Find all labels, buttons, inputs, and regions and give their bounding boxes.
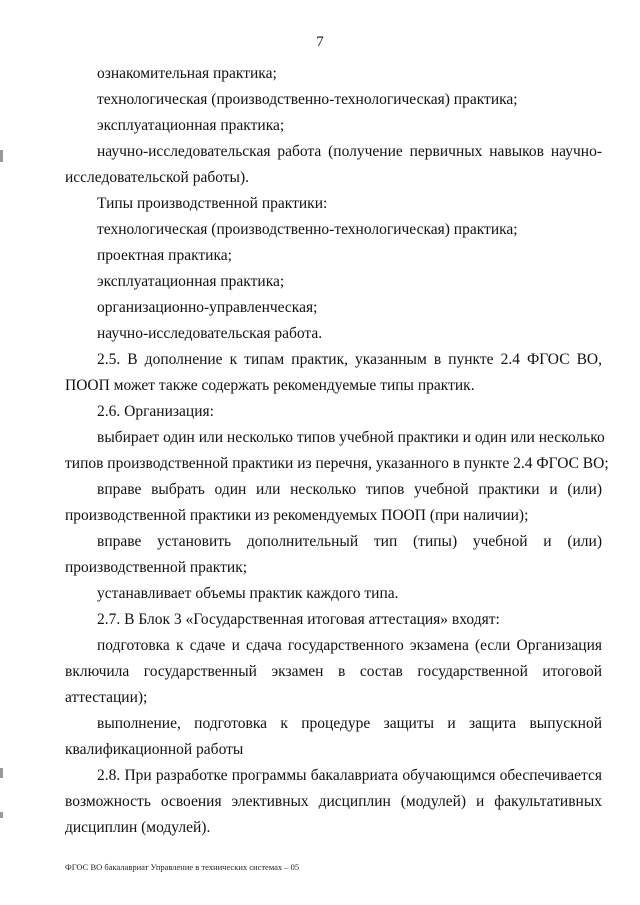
- document-footer: ФГОС ВО бакалавриат Управление в технических системах – 05: [65, 862, 300, 872]
- text-line: 2.7. В Блок 3 «Государственная итоговая аттестация» входят:: [97, 611, 500, 628]
- text-line: проектная практика;: [97, 247, 232, 264]
- text-line: подготовка к сдаче и сдача государственного экзамена (если Организация: [97, 637, 602, 654]
- text-line: ПООП может также содержать рекомендуемые типы практик.: [65, 377, 475, 394]
- scan-artifact: [0, 812, 3, 818]
- text-line: 2.5. В дополнение к типам практик, указанным в пункте 2.4 ФГОС ВО,: [97, 351, 602, 368]
- text-line: 2.8. При разработке программы бакалавриата обучающимся обеспечивается: [97, 767, 602, 784]
- text-line: научно-исследовательская работа (получение первичных навыков научно-: [97, 143, 602, 160]
- text-line: выбирает один или несколько типов учебной практики и один или несколько: [97, 429, 605, 446]
- text-line: производственной практики из рекомендуемых ПООП (при наличии);: [65, 507, 529, 524]
- text-line: производственной практик;: [65, 559, 248, 576]
- text-line: квалификационной работы: [65, 741, 244, 758]
- text-line: технологическая (производственно-технологическая) практика;: [97, 221, 518, 238]
- text-line: исследовательской работы).: [65, 169, 249, 186]
- scan-artifact: [0, 768, 3, 778]
- text-line: вправе выбрать один или несколько типов учебной практики и (или): [97, 481, 602, 498]
- text-line: организационно-управленческая;: [97, 299, 318, 316]
- text-line: эксплуатационная практика;: [97, 117, 285, 134]
- text-line: выполнение, подготовка к процедуре защиты и защита выпускной: [97, 715, 602, 732]
- scan-artifact: [0, 150, 3, 162]
- text-line: 2.6. Организация:: [97, 403, 214, 420]
- text-line: Типы производственной практики:: [97, 195, 328, 212]
- text-line: типов производственной практики из перечня, указанного в пункте 2.4 ФГОС ВО;: [65, 455, 609, 472]
- text-line: технологическая (производственно-технологическая) практика;: [97, 91, 518, 108]
- text-line: научно-исследовательская работа.: [97, 325, 323, 342]
- text-line: возможность освоения элективных дисциплин (модулей) и факультативных: [65, 793, 602, 810]
- text-line: вправе установить дополнительный тип (типы) учебной и (или): [97, 533, 602, 550]
- text-line: аттестации);: [65, 689, 148, 706]
- text-line: устанавливает объемы практик каждого типа.: [97, 585, 399, 602]
- text-line: дисциплин (модулей).: [65, 819, 211, 836]
- page-number: 7: [316, 34, 324, 50]
- text-line: включила государственный экзамен в состав государственной итоговой: [65, 663, 602, 680]
- text-line: ознакомительная практика;: [97, 65, 277, 82]
- text-line: эксплуатационная практика;: [97, 273, 285, 290]
